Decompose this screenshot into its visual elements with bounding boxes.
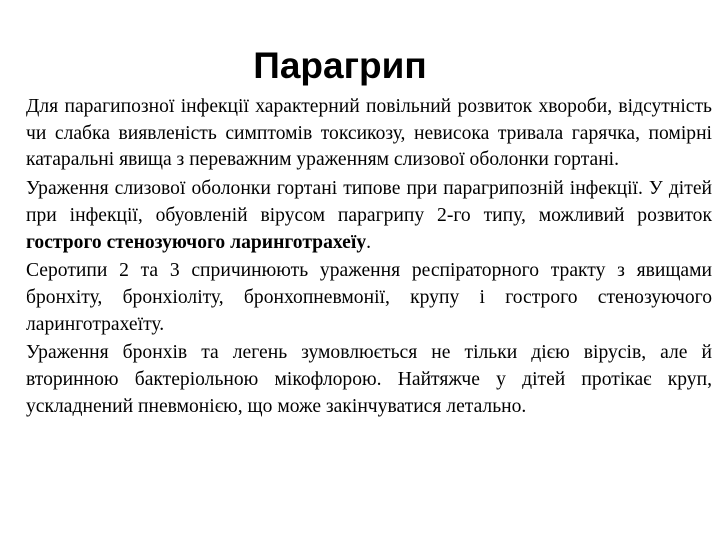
paragraph-2-end: .	[366, 231, 372, 253]
slide-title: Парагрип	[253, 45, 427, 86]
paragraph-1: Для парагипозної інфекції характерний повільний розвиток хвороби, відсутність чи слабка виявленість симптомів токсикозу, невисока тривала гарячка, помірні катаральні явища з переважним ураженням слизової оболонки гортані.	[26, 96, 712, 171]
paragraph-4: Ураження бронхів та легень зумовлюється не тільки дією вірусів, але й вторинною бактеріольною мікофлорою. Найтяжче у дітей протікає круп, ускладнений пневмонією, що може закінчуватися летально.	[26, 342, 712, 417]
slide-body	[26, 94, 712, 420]
paragraph-2	[26, 176, 712, 256]
paragraph-2-bold-term: гострого стенозуючого ларинготрахеїу	[26, 231, 367, 253]
paragraph-2-text: Ураження слизової оболонки гортані типове при парагрипозній інфекції. У дітей при інфекції, обуовленій вірусом парагрипу 2-го типу, можливий розвиток	[26, 178, 712, 226]
paragraph-3: Серотипи 2 та 3 спричинюють ураження респіраторного тракту з явищами бронхіту, бронхіоліту, бронхопневмонії, крупу і гострого стенозуючого ларинготрахеїту.	[26, 260, 712, 335]
